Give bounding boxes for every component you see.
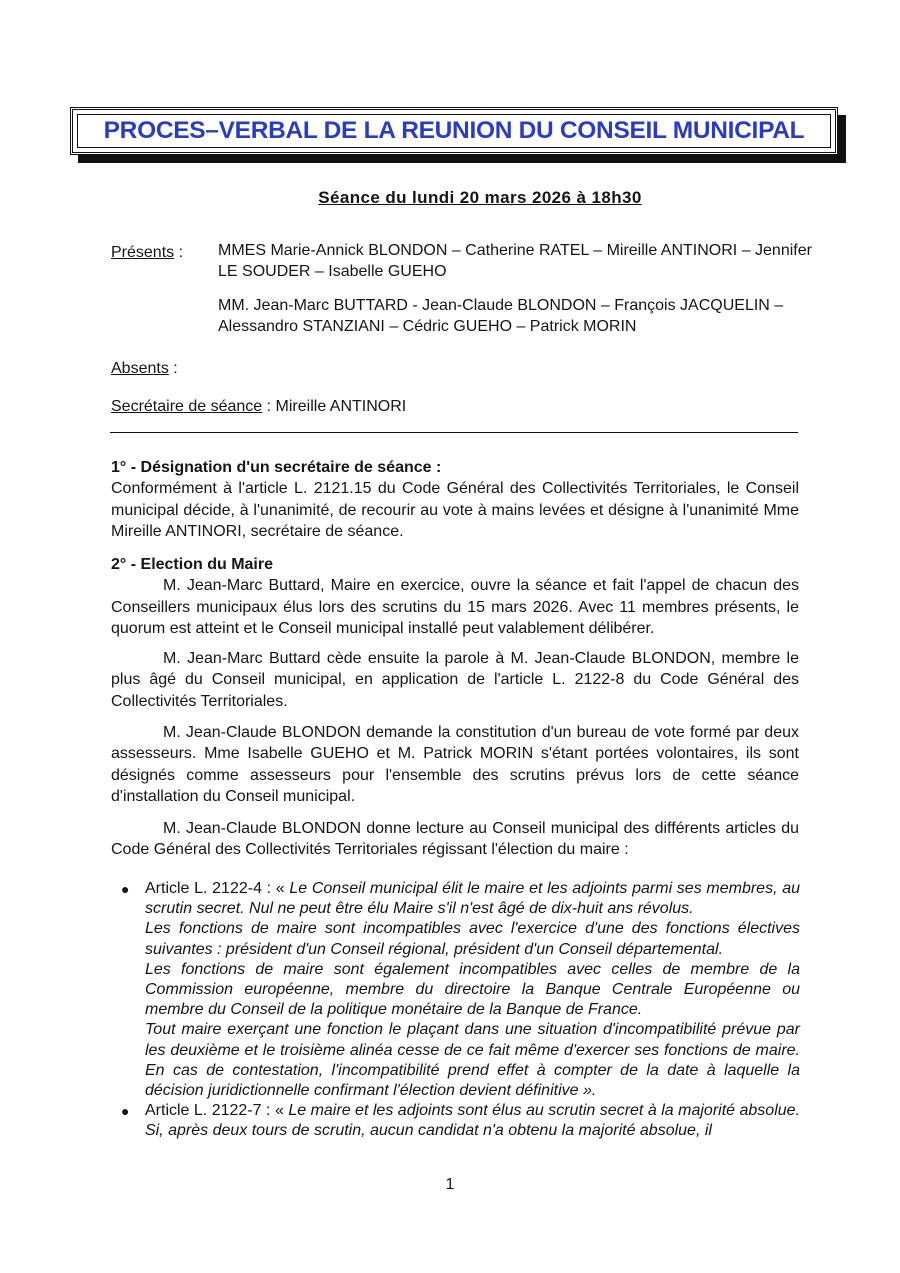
absents-line — [111, 360, 178, 378]
absents-sep: : — [168, 360, 178, 377]
title-inner-frame — [77, 114, 831, 148]
presents-sep: : — [174, 244, 184, 261]
secretaire-line — [111, 398, 406, 416]
article-text-line: Tout maire exerçant une fonction le plaçant dans une situation d'incompatibilité prévue par les deuxième et le troisième alinéa cesse de ce fait même d'exercer ses fonctions de maire. En cas de contestation, l'incompatibilité prend effet à compter de la date à laquelle la décision juridictionnelle confirmant l'élection devient définitive ». — [145, 1021, 800, 1100]
article-text-line: Le Conseil municipal élit le maire et les adjoints parmi ses membres, au scrutin secret. Nul ne peut être élu Maire s'il n'est âgé de dix-huit ans révolus. — [145, 880, 800, 918]
section-2-paragraph-4: M. Jean-Claude BLONDON donne lecture au Conseil municipal des différents articles du Code Général des Collectivités Territoriales régissant l'élection du maire : — [111, 820, 799, 859]
section-2-paragraph-2: M. Jean-Marc Buttard cède ensuite la parole à M. Jean-Claude BLONDON, membre le plus âgé du Conseil municipal, en application de l'article L. 2122-8 du Code Général des Collectivités Territoriales. — [111, 650, 799, 710]
section-2 — [111, 554, 799, 640]
section-1 — [111, 457, 799, 543]
separator-rule — [110, 432, 798, 433]
page-number: 1 — [445, 1176, 455, 1193]
secretaire-label: Secrétaire de séance — [111, 398, 263, 415]
absents-label: Absents — [111, 360, 169, 377]
article-text-line: Le maire et les adjoints sont élus au scrutin secret à la majorité absolue. Si, après deux tours de scrutin, aucun candidat n'a obtenu la majorité absolue, il — [145, 1102, 801, 1140]
article-list — [121, 879, 801, 1142]
presents-mmes: MMES Marie-Annick BLONDON – Catherine RATEL – Mireille ANTINORI – Jennifer LE SOUDER – Isabelle GUEHO — [218, 242, 812, 280]
section-1-heading: 1° - Désignation d'un secrétaire de séance : — [111, 459, 442, 476]
bullet-dot-icon: ● — [121, 881, 130, 897]
document-title: PROCES–VERBAL DE LA REUNION DU CONSEIL MUNICIPAL — [103, 117, 805, 144]
article-prefix: Article L. 2122-7 : « — [145, 1102, 289, 1120]
article-item — [121, 1101, 801, 1141]
presents-label-line — [111, 244, 183, 262]
title-frame — [70, 107, 838, 155]
article-text-line: Les fonctions de maire sont incompatibles avec l'exercice d'une des fonctions électives suivantes : président d'un Conseil régional, président d'un Conseil départemental. — [145, 920, 800, 958]
bullet-dot-icon: ● — [121, 1103, 130, 1120]
article-text-line: Les fonctions de maire sont également incompatibles avec celles de membre de la Commission européenne, membre du directoire la Banque Centrale Européenne ou membre du Conseil de la politique monétaire de la Banque de France. — [145, 960, 800, 1019]
section-2-paragraph-1: M. Jean-Marc Buttard, Maire en exercice, ouvre la séance et fait l'appel de chacun des Conseillers municipaux élus lors des scrutins du 15 mars 2026. Avec 11 membres présents, le quorum est atteint et le Conseil municipal installé peut valablement délibérer. — [111, 577, 799, 638]
article-item — [121, 879, 800, 1101]
section-2-heading: 2° - Election du Maire — [111, 556, 273, 573]
presents-mm: MM. Jean-Marc BUTTARD - Jean-Claude BLONDON – François JACQUELIN – Alessandro STANZIANI – Cédric GUEHO – Patrick MORIN — [218, 297, 784, 335]
section-2-paragraph-3: M. Jean-Claude BLONDON demande la constitution d'un bureau de vote formé par deux assesseurs. Mme Isabelle GUEHO et M. Patrick MORIN s'étant portées volontaires, ils sont désignés comme assesseurs pour l'ensemble des scrutins prévus lors de cette séance d'installation du Conseil municipal. — [111, 724, 799, 806]
article-prefix: Article L. 2122-4 : « — [145, 880, 290, 897]
presents-label: Présents — [111, 244, 175, 261]
section-1-text: Conformément à l'article L. 2121.15 du Code Général des Collectivités Territoriales, le Conseil municipal décide, à l'unanimité, de recourir au vote à mains levées et désigne à l'unanimité Mme Mireille ANTINORI, secrétaire de séance. — [111, 480, 799, 541]
session-date: Séance du lundi 20 mars 2026 à 18h30 — [318, 188, 642, 207]
secretaire-value: : Mireille ANTINORI — [262, 398, 407, 415]
